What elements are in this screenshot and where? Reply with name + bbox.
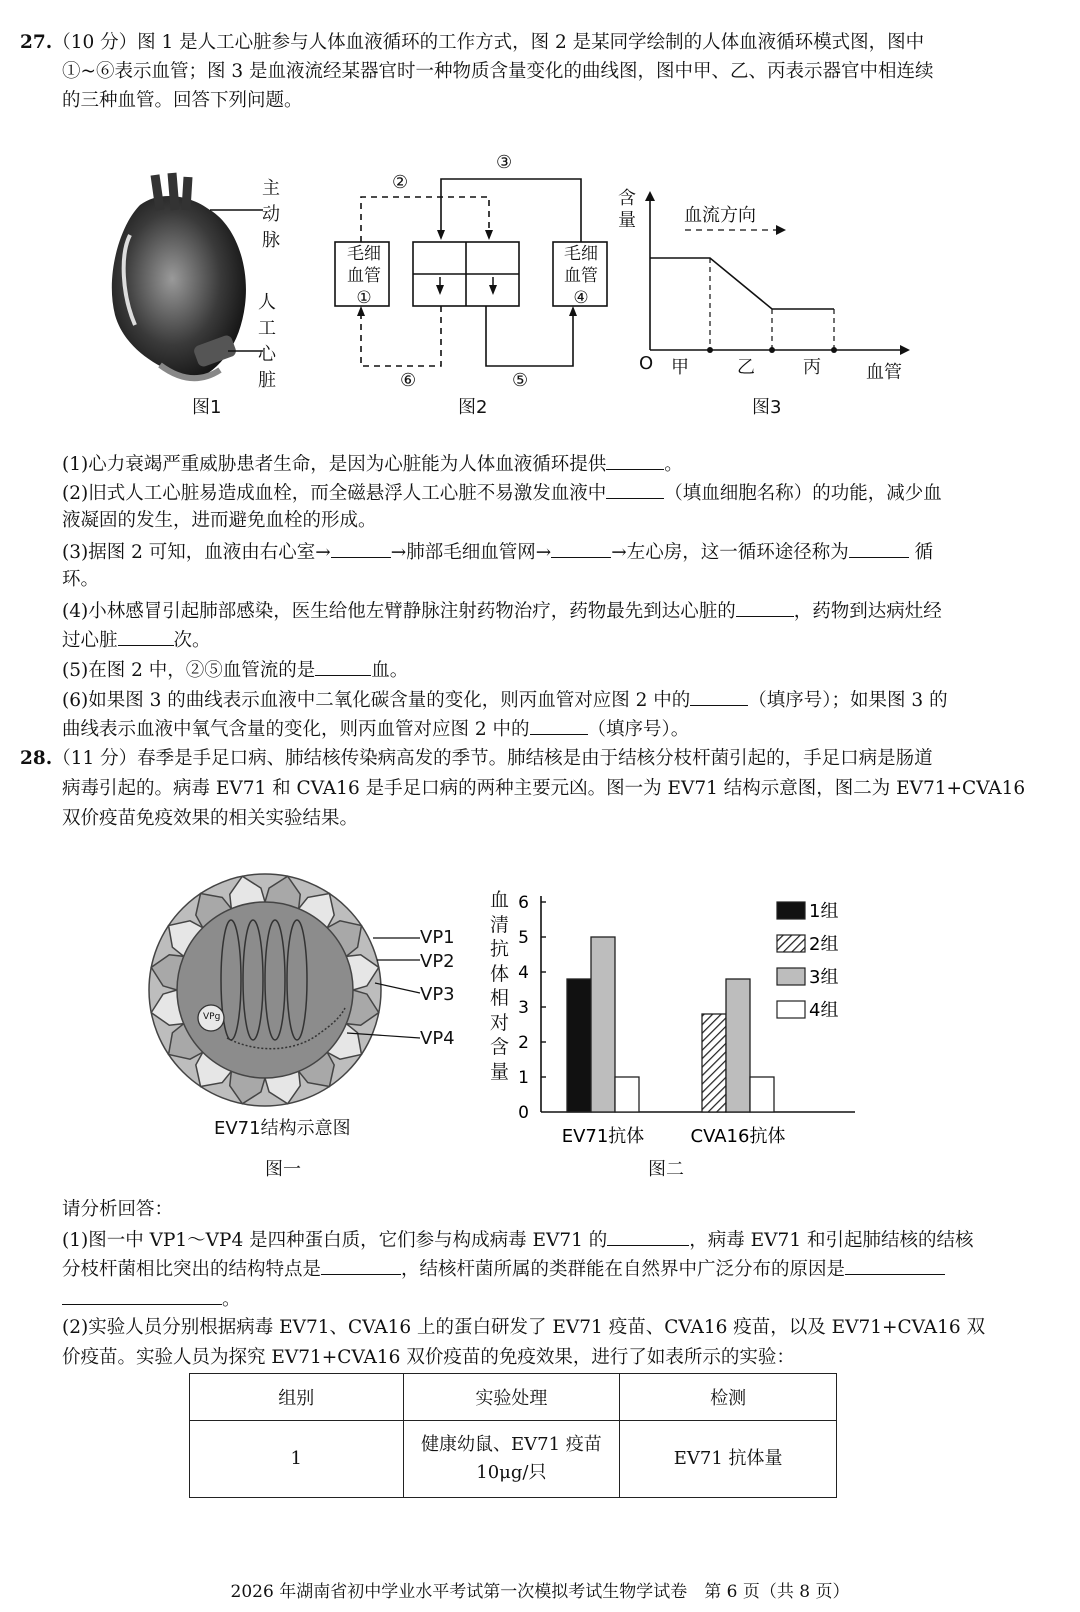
fig3-xlabel: 血管: [866, 362, 902, 383]
table-cell: 健康幼鼠、EV71 疫苗 10μg/只: [403, 1421, 620, 1498]
x-category-label: EV71抗体: [561, 1126, 645, 1147]
legend-swatch: [777, 968, 805, 985]
fig2-marker-5: ⑤: [512, 370, 529, 391]
legend-label: 1组: [809, 901, 839, 922]
vpg-label: VPg: [203, 1012, 221, 1022]
q28-sub1-cont: 分枝杆菌相比突出的结构特点是 ，结核杆菌所属的类群能在自然界中广泛分布的原因是: [62, 1256, 945, 1282]
chart-ylabel: 血 清 抗 体 相 对 含 量: [490, 889, 510, 1083]
q27-sub5: (5)在图 2 中，②⑤血管流的是 血。: [62, 657, 408, 683]
q27-intro-1: 27.（10 分）图 1 是人工心脏参与人体血液循环的工作方式，图 2 是某同学绘制的人体血液循环模式图，图中: [20, 32, 925, 53]
q27-sub2-cont: 液凝固的发生，进而避免血栓的形成。: [62, 510, 377, 531]
fig-one-caption: 图一: [265, 1159, 301, 1180]
q28-sub1-cont2: 。: [62, 1286, 241, 1312]
ev71-structure-diagram: [135, 858, 465, 1128]
q28-intro-3: 双价疫苗免疫效果的相关实验结果。: [62, 808, 359, 829]
table-cell: 1: [190, 1421, 404, 1498]
q27-sub3-cont: 环。: [62, 569, 100, 590]
bar-4组: [615, 1077, 639, 1112]
q27-sub2: (2)旧式人工心脏易造成血栓，而全磁悬浮人工心脏不易激发血液中 （填血细胞名称）的功能，减少血: [62, 480, 942, 506]
fig3-origin: O: [639, 353, 654, 374]
q27-sub3: (3)据图 2 可知，血液由右心室→ →肺部毛细血管网→ →左心房，这一循环途径称为 循: [62, 539, 933, 565]
q28-intro-2: 病毒引起的。病毒 EV71 和 CVA16 是手足口病的两种主要元凶。图一为 EV71 结构示意图，图二为 EV71+CVA16: [62, 778, 1026, 799]
fig2-right-box-label: 毛细 血管 ④: [564, 244, 598, 308]
table-header-row: [190, 1374, 837, 1421]
y-tick-label: 4: [518, 963, 529, 983]
vp3-label: VP3: [420, 984, 455, 1005]
q27-sub4: (4)小林感冒引起肺部感染，医生给他左臂静脉注射药物治疗，药物最先到达心脏的 ，药物到达病灶经: [62, 598, 942, 624]
legend-swatch: [777, 935, 805, 952]
fig3-tick-bing: 丙: [803, 357, 821, 378]
fig1-label-aorta: 主 动 脉: [262, 178, 280, 251]
fig3-flow-label: 血流方向: [684, 205, 756, 226]
vp4-label: VP4: [420, 1028, 455, 1049]
fig3-content-curve: [630, 185, 910, 365]
fig2-marker-6: ⑥: [400, 370, 417, 391]
x-category-label: CVA16抗体: [690, 1126, 786, 1147]
curve-line: [650, 258, 834, 309]
bar-4组: [750, 1077, 774, 1112]
bar-3组: [591, 937, 615, 1112]
fig3-caption: 图3: [752, 397, 782, 418]
q28-sub1: (1)图一中 VP1～VP4 是四种蛋白质，它们参与构成病毒 EV71 的 ，病毒 EV71 和引起肺结核的结核: [62, 1227, 973, 1253]
y-tick-label: 3: [518, 998, 529, 1018]
q28-number: 28.: [20, 748, 53, 769]
q27-intro-2: ①~⑥表示血管；图 3 是血液流经某器官时一种物质含量变化的曲线图，图中甲、乙、丙表示器官中相连续: [62, 61, 934, 82]
bar-2组: [702, 1014, 726, 1112]
table-header: 组别: [190, 1374, 404, 1421]
y-tick-label: 6: [518, 893, 529, 913]
ev71-diagram-title: EV71结构示意图: [214, 1118, 351, 1139]
antibody-bar-chart: [505, 890, 865, 1150]
fig3-tick-jia: 甲: [671, 357, 689, 378]
fig-two-caption: 图二: [648, 1159, 684, 1180]
q28-sub2-cont: 价疫苗。实验人员为探究 EV71+CVA16 双价疫苗的免疫效果，进行了如表所示的实验：: [62, 1347, 795, 1368]
fig3-ylabel: 含 量: [618, 188, 636, 231]
q28-sub2: (2)实验人员分别根据病毒 EV71、CVA16 上的蛋白研发了 EV71 疫苗、CVA16 疫苗，以及 EV71+CVA16 双: [62, 1317, 986, 1338]
q27-intro-3: 的三种血管。回答下列问题。: [62, 90, 303, 111]
q27-sub4-cont: 过心脏 次。: [62, 627, 211, 653]
fig3-tick-yi: 乙: [737, 357, 755, 378]
fig2-marker-2: ②: [392, 172, 409, 193]
bar-3组: [726, 979, 750, 1112]
q28-intro-1: 28.（11 分）春季是手足口病、肺结核传染病高发的季节。肺结核是由于结核分枝杆菌引起的，手足口病是肠道: [20, 748, 933, 769]
q28-ask: 请分析回答：: [62, 1199, 174, 1220]
bar-1组: [567, 979, 591, 1112]
y-tick-label: 5: [518, 928, 529, 948]
q27-number: 27.: [20, 32, 53, 53]
experiment-table: [189, 1373, 837, 1498]
y-tick-label: 0: [518, 1103, 529, 1123]
legend-swatch: [777, 1001, 805, 1018]
vp2-label: VP2: [420, 951, 455, 972]
legend-label: 2组: [809, 934, 839, 955]
fig2-caption: 图2: [458, 397, 488, 418]
q27-sub6-cont: 曲线表示血液中氧气含量的变化，则丙血管对应图 2 中的 （填序号）。: [62, 716, 689, 742]
table-row: [190, 1421, 837, 1498]
fig2-marker-3: ③: [496, 152, 513, 173]
vp1-label: VP1: [420, 927, 455, 948]
q27-sub6: (6)如果图 3 的曲线表示血液中二氧化碳含量的变化，则丙血管对应图 2 中的 （填序号）；如果图 3 的: [62, 687, 948, 713]
page-footer: 2026 年湖南省初中学业水平考试第一次模拟考试生物学试卷 第 6 页（共 8 页）: [230, 1582, 850, 1602]
y-tick-label: 2: [518, 1033, 529, 1053]
legend-swatch: [777, 902, 805, 919]
table-cell: EV71 抗体量: [620, 1421, 837, 1498]
fig1-label-artificial-heart: 人 工 心 脏: [258, 292, 276, 391]
legend-label: 4组: [809, 1000, 839, 1021]
table-header: 检测: [620, 1374, 837, 1421]
q27-sub1: (1)心力衰竭严重威胁患者生命，是因为心脏能为人体血液循环提供 。: [62, 451, 683, 477]
legend-label: 3组: [809, 967, 839, 988]
fig2-left-box-label: 毛细 血管 ①: [347, 244, 381, 308]
table-header: 实验处理: [403, 1374, 620, 1421]
fig1-caption: 图1: [192, 397, 222, 418]
y-tick-label: 1: [518, 1068, 529, 1088]
